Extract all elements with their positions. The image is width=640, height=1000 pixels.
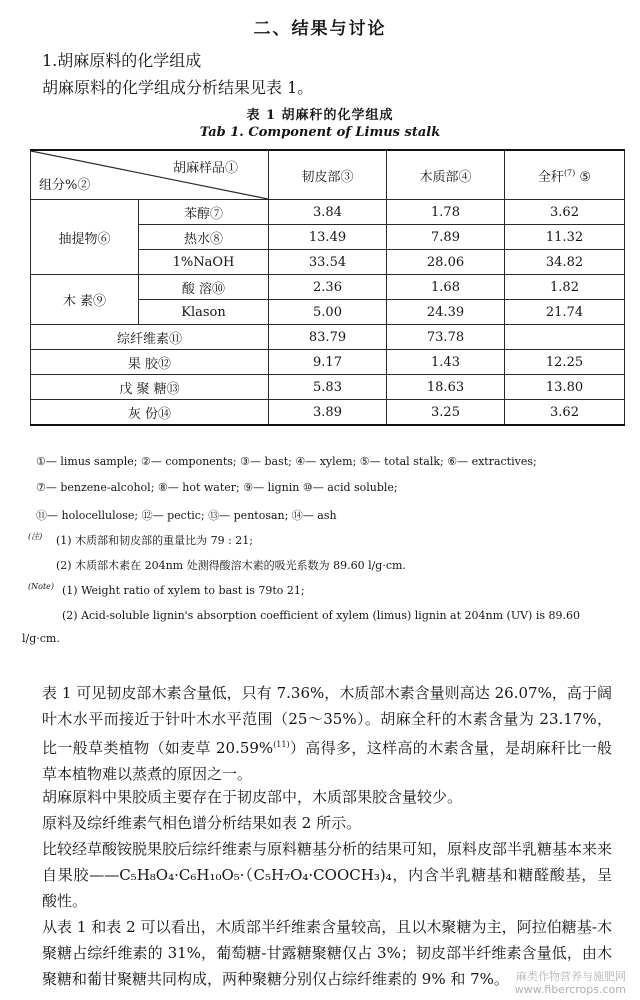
row-label: 灰 份⑭ [31,400,269,426]
row-label: 苯醇⑦ [139,200,269,225]
table-row [31,375,625,400]
table-cell: 73.78 [387,325,505,350]
col-header-xylem: 木质部④ [387,150,505,200]
watermark-line-2: www.fibercrops.com [514,983,626,996]
table-row [31,325,625,350]
col-header-total-num: ⑤ [579,169,592,185]
table-cell [505,325,625,350]
group-label-lignin: 木 素⑨ [31,275,139,325]
paragraph-lignin [42,680,612,787]
table-cell: 5.00 [269,300,387,325]
table-cell: 24.39 [387,300,505,325]
table-header-row [31,150,625,200]
table-row [31,350,625,375]
table-cell: 18.63 [387,375,505,400]
diagonal-header-cell [31,150,269,200]
header-component-label: 组分%② [39,178,91,193]
row-label: 果 胶⑫ [31,350,269,375]
table-cell: 3.89 [269,400,387,426]
row-label: 戊 聚 糖⑬ [31,375,269,400]
table-cell: 21.74 [505,300,625,325]
table-cell: 3.62 [505,400,625,426]
section-title: 二、结果与讨论 [253,19,387,39]
paragraph-gc: 原料及综纤维素气相色谱分析结果如表 2 所示。 [42,814,362,832]
paragraph-pectin: 胡麻原料中果胶质主要存在于韧皮部中，木质部果胶含量较少。 [42,788,463,806]
site-watermark [515,970,626,996]
col-header-total-ref: (7) [563,168,576,178]
col-header-bast: 韧皮部③ [269,150,387,200]
table-cell: 11.32 [505,225,625,250]
table-cell: 28.06 [387,250,505,275]
note-mark-cn: (注) [28,532,43,541]
note-en-2-cont: l/g·cm. [22,632,60,645]
table-cell: 3.84 [269,200,387,225]
table-cell: 33.54 [269,250,387,275]
watermark-line-1: 麻类作物营养与施肥网 [516,970,626,983]
table-cell: 3.25 [387,400,505,426]
table-cell: 1.82 [505,275,625,300]
table-row [31,275,625,300]
group-label-extractives: 抽提物⑥ [31,200,139,275]
table-cell: 2.36 [269,275,387,300]
table-cell: 12.25 [505,350,625,375]
table-cell: 13.80 [505,375,625,400]
table-cell: 13.49 [269,225,387,250]
table-cell: 1.43 [387,350,505,375]
table-cell: 7.89 [387,225,505,250]
row-label: 综纤维素⑪ [31,325,269,350]
col-header-total [505,150,625,200]
paragraph-hemicellulose: 从表 1 和表 2 可以看出，木质部半纤维素含量较高，且以木聚糖为主，阿拉伯糖基-木聚糖占综纤维素的 31%，葡萄糖-甘露糖聚糖仅占 3%；韧皮部半纤维素含量低，由木聚糖和葡甘聚糖共同构成，两种聚糖分别仅占综纤维素的 9% 和 7%。 [42,918,612,988]
paragraph-lignin-tail: ）高得多，这样高的木素含量，是胡麻秆比一般草本植物难以蒸煮的原因之一。 [42,739,612,783]
table-cell: 9.17 [269,350,387,375]
subsection-heading: 1.胡麻原料的化学组成 [42,51,202,70]
table-cell: 1.78 [387,200,505,225]
note-en-2: (2) Acid-soluble lignin's absorption coefficient of xylem (limus) lignin at 204nm (UV) is 89.60 [62,609,580,622]
legend-line-1: ①— limus sample; ②— components; ③— bast; ④— xylem; ⑤— total stalk; ⑥— extractives; [36,455,537,468]
table-caption-cn: 表 1 胡麻秆的化学组成 [246,108,394,123]
note-cn-2: (2) 木质部木素在 204nm 处测得酸溶木素的吸光系数为 89.60 l/g·cm. [56,559,406,572]
table-cell: 3.62 [505,200,625,225]
table-cell: 83.79 [269,325,387,350]
paragraph-sugar: 比较经草酸铵脱果胶后综纤维素与原料糖基分析的结果可知，原料皮部半乳糖基本来来自果胶——C₅H₈O₄·C₆H₁₀O₅·（C₅H₇O₄·COOCH₃)₄，内含半乳糖基和糖醛酸基，呈酸性。 [42,840,613,910]
table-row [31,400,625,426]
legend-line-3: ⑪— holocellulose; ⑫— pectic; ⑬— pentosan; ⑭— ash [36,509,337,522]
row-label: Klason [139,300,269,325]
note-cn-1: (1) 木质部和韧皮部的重量比为 79 : 21; [56,534,253,547]
table-caption-en: Tab 1. Component of Limus stalk [199,125,441,140]
table-cell: 34.82 [505,250,625,275]
ref-11: (11) [273,740,290,749]
header-sample-label: 胡麻样品① [172,161,238,176]
note-mark-en: (Note) [28,582,55,591]
legend-line-2: ⑦— benzene-alcohol; ⑧— hot water; ⑨— lignin ⑩— acid soluble; [36,481,398,494]
table-row [31,200,625,225]
col-header-total-label: 全秆 [537,169,564,185]
paragraph-lignin-text: 表 1 可见韧皮部木素含量低，只有 7.36%，木质部木素含量则高达 26.07%，高于阔叶木水平而接近于针叶木水平范围（25～35%）。胡麻全秆的木素含量为 23.17%，比一般草类植物（如麦草 20.59% [42,684,612,757]
composition-table [30,149,625,426]
table-cell: 5.83 [269,375,387,400]
note-en-1: (1) Weight ratio of xylem to bast is 79to 21; [62,584,305,597]
intro-sentence: 胡麻原料的化学组成分析结果见表 1。 [42,78,314,97]
row-label: 酸 溶⑩ [139,275,269,300]
row-label: 热水⑧ [139,225,269,250]
table-cell: 1.68 [387,275,505,300]
row-label: 1%NaOH [139,250,269,275]
